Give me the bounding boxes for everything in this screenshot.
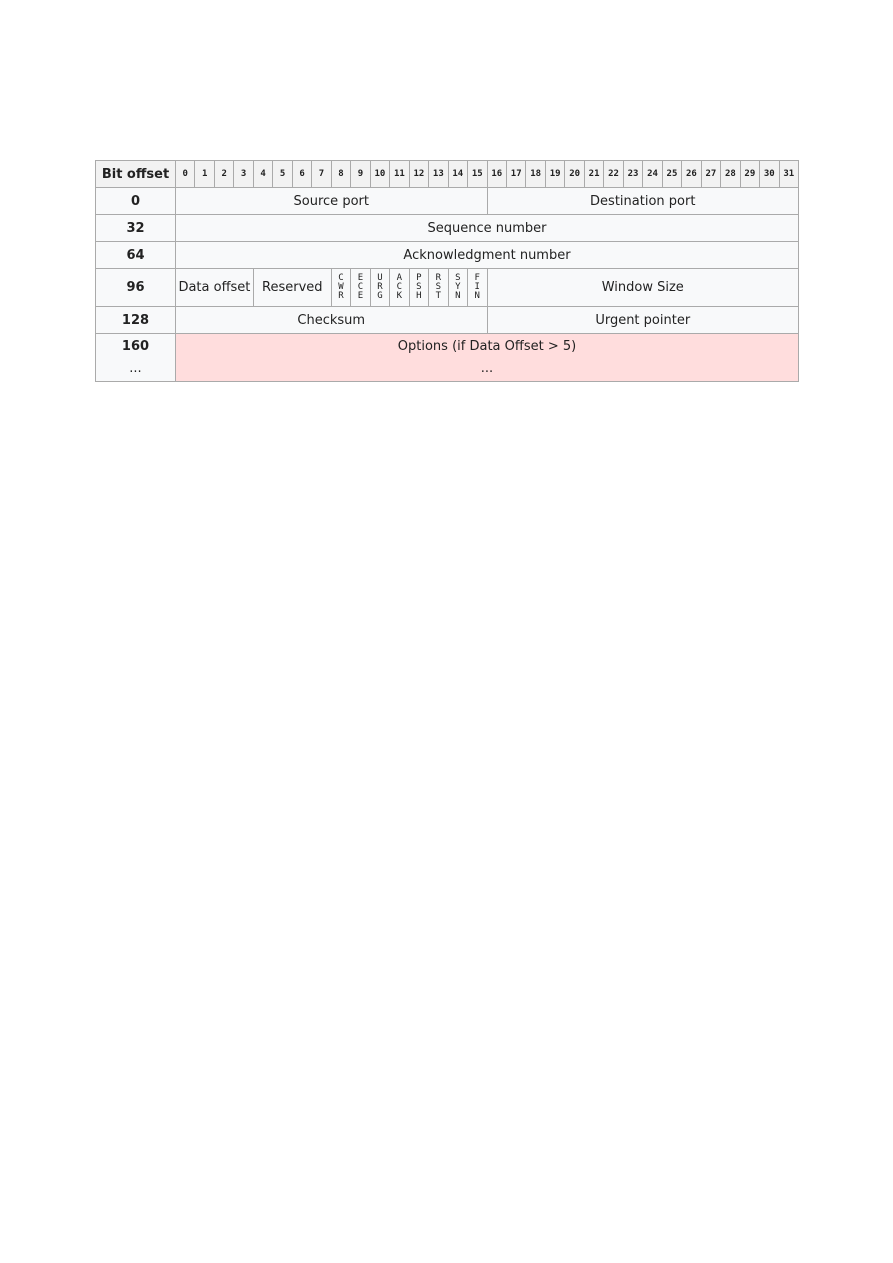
flag-urg (370, 269, 389, 307)
flag-label: C W R (338, 273, 344, 301)
bit-number: 10 (370, 161, 389, 188)
checksum-field: Checksum (176, 307, 488, 334)
flag-rst (429, 269, 448, 307)
flag-label: F I N (474, 273, 480, 301)
flag-ece (351, 269, 370, 307)
bit-number: 24 (643, 161, 662, 188)
source-port-field: Source port (176, 188, 488, 215)
flag-label: U R G (377, 273, 383, 301)
flag-ack (390, 269, 409, 307)
flag-label: S Y N (455, 273, 461, 301)
bit-number: 25 (662, 161, 681, 188)
bit-number: 27 (701, 161, 720, 188)
bit-header-row (96, 161, 799, 188)
bit-number: 19 (545, 161, 564, 188)
row-offset: 32 (96, 215, 176, 242)
tcp-header-table (95, 160, 799, 382)
table-row (96, 269, 799, 307)
bit-number: 2 (214, 161, 233, 188)
flag-psh (409, 269, 428, 307)
bit-number: 18 (526, 161, 545, 188)
flag-fin (468, 269, 487, 307)
bit-number: 0 (176, 161, 195, 188)
flag-label: E C E (357, 273, 364, 301)
table-row (96, 215, 799, 242)
bit-offset-header: Bit offset (96, 161, 176, 188)
reserved-field: Reserved (253, 269, 331, 307)
sequence-number-field: Sequence number (176, 215, 799, 242)
table-row (96, 307, 799, 334)
bit-number: 6 (292, 161, 311, 188)
table-row (96, 334, 799, 382)
bit-number: 22 (604, 161, 623, 188)
bit-number: 5 (273, 161, 292, 188)
flag-label: P S H (416, 273, 422, 301)
flag-label: R S T (435, 273, 442, 301)
bit-number: 29 (740, 161, 759, 188)
acknowledgment-number-field: Acknowledgment number (176, 242, 799, 269)
bit-number: 4 (253, 161, 272, 188)
bit-number: 28 (721, 161, 740, 188)
bit-number: 20 (565, 161, 584, 188)
window-size-field: Window Size (487, 269, 799, 307)
row-offset (96, 334, 176, 382)
bit-number: 31 (779, 161, 798, 188)
bit-number: 17 (506, 161, 525, 188)
bit-number: 14 (448, 161, 467, 188)
row-offset-ellipsis: ... (129, 360, 142, 376)
bit-number: 9 (351, 161, 370, 188)
bit-number: 12 (409, 161, 428, 188)
bit-number: 16 (487, 161, 506, 188)
urgent-pointer-field: Urgent pointer (487, 307, 799, 334)
flag-cwr (331, 269, 350, 307)
bit-number: 7 (312, 161, 331, 188)
table-row (96, 188, 799, 215)
flag-syn (448, 269, 467, 307)
destination-port-field: Destination port (487, 188, 799, 215)
bit-number: 8 (331, 161, 350, 188)
bit-number: 13 (429, 161, 448, 188)
row-offset: 96 (96, 269, 176, 307)
bit-number: 21 (584, 161, 603, 188)
bit-number: 15 (468, 161, 487, 188)
bit-number: 3 (234, 161, 253, 188)
bit-number: 11 (390, 161, 409, 188)
bit-number: 23 (623, 161, 642, 188)
options-ellipsis: ... (480, 360, 494, 376)
row-offset-value: 160 (121, 338, 150, 354)
data-offset-field: Data offset (176, 269, 254, 307)
bit-number: 26 (682, 161, 701, 188)
row-offset: 128 (96, 307, 176, 334)
flag-label: A C K (396, 273, 403, 301)
bit-number: 30 (760, 161, 779, 188)
row-offset: 0 (96, 188, 176, 215)
row-offset: 64 (96, 242, 176, 269)
table-row (96, 242, 799, 269)
options-field (176, 334, 799, 382)
bit-number: 1 (195, 161, 214, 188)
options-label: Options (if Data Offset > 5) (397, 338, 577, 354)
